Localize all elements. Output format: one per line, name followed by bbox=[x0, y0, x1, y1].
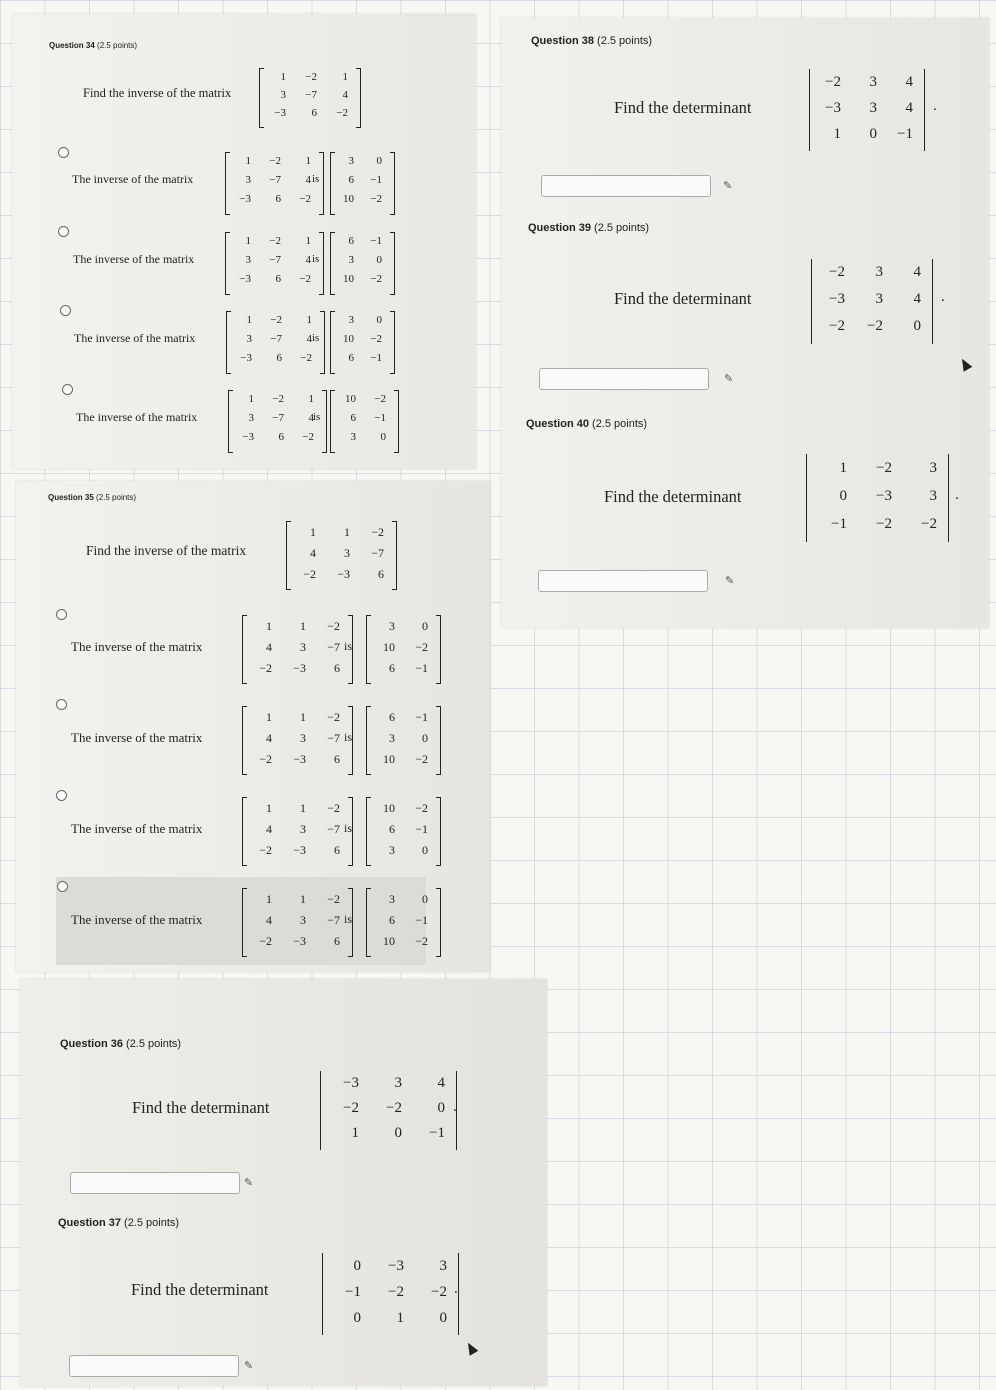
matrix-cell: −2 bbox=[336, 106, 348, 119]
matrix-cell: 10 bbox=[343, 273, 354, 285]
matrix-cell: 3 bbox=[389, 891, 395, 906]
matrix-cell: −2 bbox=[370, 333, 382, 345]
is-label: is bbox=[312, 173, 320, 185]
matrix-cell: −2 bbox=[300, 352, 312, 364]
matrix-cell: −3 bbox=[293, 933, 306, 948]
matrix-cell: 3 bbox=[348, 254, 354, 266]
matrix-cell: 3 bbox=[394, 1075, 402, 1091]
matrix-cell: −3 bbox=[293, 842, 306, 857]
matrix-cell: 4 bbox=[266, 821, 272, 836]
matrix-cell: −1 bbox=[415, 709, 428, 724]
radio-button[interactable] bbox=[62, 384, 73, 395]
option-source-matrix bbox=[242, 706, 352, 773]
matrix-cell: 1 bbox=[308, 393, 314, 405]
matrix-cell: 0 bbox=[913, 318, 921, 334]
matrix-cell: 10 bbox=[343, 333, 354, 345]
matrix-cell: −1 bbox=[415, 912, 428, 927]
matrix-cell: 3 bbox=[344, 545, 350, 560]
matrix-cell: 6 bbox=[350, 412, 356, 424]
mouse-cursor-icon bbox=[464, 1340, 479, 1355]
matrix-cell: 3 bbox=[300, 821, 306, 836]
option-text: The inverse of the matrix bbox=[76, 410, 198, 424]
matrix-cell: 1 bbox=[300, 709, 306, 724]
option-source-matrix bbox=[225, 232, 323, 293]
matrix-cell: −2 bbox=[829, 318, 845, 334]
matrix-cell: −2 bbox=[343, 1100, 359, 1116]
matrix-cell: 6 bbox=[275, 273, 281, 285]
matrix-cell: −3 bbox=[239, 193, 251, 205]
matrix-cell: −2 bbox=[867, 318, 883, 334]
matrix-cell: 3 bbox=[246, 333, 252, 345]
matrix-cell: −2 bbox=[876, 459, 892, 476]
matrix-cell: 3 bbox=[300, 912, 306, 927]
right-bracket bbox=[390, 311, 395, 374]
matrix-cell: 4 bbox=[905, 73, 913, 90]
matrix-cell: 0 bbox=[380, 431, 386, 443]
matrix-cell: −2 bbox=[305, 70, 317, 83]
question-prompt: Find the inverse of the matrix bbox=[83, 86, 232, 100]
matrix-cell: −2 bbox=[303, 566, 316, 581]
period: . bbox=[955, 487, 959, 503]
answer-input[interactable] bbox=[541, 175, 711, 197]
matrix-cell: −7 bbox=[269, 174, 281, 186]
matrix-cell: 3 bbox=[869, 99, 877, 116]
matrix-cell: 4 bbox=[437, 1075, 445, 1091]
matrix-cell: 1 bbox=[300, 891, 306, 906]
radio-button[interactable] bbox=[56, 609, 67, 620]
option-result-matrix bbox=[330, 311, 394, 372]
matrix-cell: −1 bbox=[370, 235, 382, 247]
question-38-40-panel bbox=[501, 18, 989, 628]
option-result-matrix bbox=[330, 152, 394, 213]
matrix-cell: −3 bbox=[343, 1075, 359, 1091]
matrix-cell: 3 bbox=[389, 618, 395, 633]
answer-input[interactable] bbox=[69, 1355, 239, 1377]
matrix-cell: 1 bbox=[305, 155, 311, 167]
matrix-cell: −2 bbox=[327, 618, 340, 633]
right-bar bbox=[932, 259, 933, 344]
matrix-cell: 4 bbox=[306, 333, 312, 345]
question-matrix bbox=[322, 1253, 459, 1335]
matrix-cell: −2 bbox=[327, 891, 340, 906]
matrix-cell: 1 bbox=[245, 235, 251, 247]
matrix-cell: 3 bbox=[389, 842, 395, 857]
matrix-cell: 6 bbox=[389, 660, 395, 675]
matrix-cell: −2 bbox=[259, 842, 272, 857]
radio-button[interactable] bbox=[58, 226, 69, 237]
matrix-cell: −7 bbox=[327, 821, 340, 836]
is-label: is bbox=[313, 411, 321, 423]
period: . bbox=[453, 1099, 457, 1115]
matrix-cell: 1 bbox=[266, 891, 272, 906]
matrix-cell: −1 bbox=[345, 1283, 361, 1300]
matrix-cell: 3 bbox=[389, 730, 395, 745]
matrix-cell: 10 bbox=[383, 933, 395, 948]
matrix-cell: 3 bbox=[869, 73, 877, 90]
matrix-cell: 0 bbox=[439, 1309, 447, 1326]
question-36-37-panel bbox=[20, 979, 547, 1386]
option-text: The inverse of the matrix bbox=[74, 331, 196, 345]
matrix-cell: 6 bbox=[389, 912, 395, 927]
matrix-cell: −7 bbox=[371, 545, 384, 560]
matrix-cell: 6 bbox=[334, 751, 340, 766]
matrix-cell: 1 bbox=[396, 1309, 404, 1326]
matrix-cell: 1 bbox=[342, 70, 348, 83]
right-bracket bbox=[394, 390, 399, 453]
answer-input[interactable] bbox=[70, 1172, 240, 1194]
matrix-cell: 6 bbox=[334, 842, 340, 857]
matrix-cell: 3 bbox=[348, 155, 354, 167]
matrix-cell: −2 bbox=[829, 264, 845, 280]
matrix-cell: −7 bbox=[327, 912, 340, 927]
question-title: Question 35 (2.5 points) bbox=[48, 493, 137, 502]
option-source-matrix bbox=[242, 797, 352, 864]
matrix-cell: 1 bbox=[266, 618, 272, 633]
matrix-cell: 6 bbox=[334, 933, 340, 948]
is-label: is bbox=[344, 639, 353, 653]
matrix-cell: 4 bbox=[266, 912, 272, 927]
right-bracket bbox=[356, 68, 361, 128]
matrix-cell: 6 bbox=[276, 352, 282, 364]
right-bar bbox=[458, 1253, 459, 1335]
matrix-cell: 3 bbox=[350, 431, 356, 443]
matrix-cell: 0 bbox=[376, 254, 382, 266]
matrix-cell: 6 bbox=[348, 174, 354, 186]
matrix-cell: 3 bbox=[280, 88, 286, 101]
matrix-cell: −3 bbox=[876, 487, 892, 504]
question-39-title: Question 39 (2.5 points) bbox=[528, 222, 650, 234]
matrix-cell: 10 bbox=[383, 751, 395, 766]
matrix-cell: 10 bbox=[383, 639, 395, 654]
matrix-cell: 3 bbox=[245, 174, 251, 186]
matrix-cell: 3 bbox=[929, 487, 937, 504]
right-bracket bbox=[319, 232, 324, 295]
matrix-cell: −2 bbox=[259, 751, 272, 766]
option-source-matrix bbox=[225, 152, 323, 213]
is-label: is bbox=[344, 912, 353, 926]
radio-button[interactable] bbox=[57, 881, 68, 892]
matrix-cell: 6 bbox=[348, 352, 354, 364]
matrix-cell: 3 bbox=[245, 254, 251, 266]
spellcheck-icon[interactable]: ✎ bbox=[244, 1359, 254, 1372]
matrix-cell: −3 bbox=[829, 291, 845, 307]
question-matrix bbox=[286, 521, 396, 588]
matrix-cell: −2 bbox=[876, 515, 892, 532]
matrix-cell: −3 bbox=[239, 273, 251, 285]
matrix-cell: 1 bbox=[833, 125, 841, 142]
question-matrix bbox=[809, 69, 925, 151]
is-label: is bbox=[312, 332, 320, 344]
matrix-cell: −2 bbox=[259, 933, 272, 948]
matrix-cell: 0 bbox=[376, 314, 382, 326]
matrix-cell: 1 bbox=[248, 393, 254, 405]
matrix-cell: 3 bbox=[300, 639, 306, 654]
matrix-cell: 6 bbox=[278, 431, 284, 443]
matrix-cell: −3 bbox=[293, 660, 306, 675]
matrix-cell: −2 bbox=[302, 431, 314, 443]
option-source-matrix bbox=[228, 390, 326, 451]
matrix-cell: −3 bbox=[825, 99, 841, 116]
matrix-cell: −2 bbox=[269, 235, 281, 247]
question-prompt: Find the determinant bbox=[132, 1098, 270, 1117]
spellcheck-icon[interactable]: ✎ bbox=[725, 574, 735, 587]
matrix-cell: 6 bbox=[378, 566, 384, 581]
matrix-cell: −7 bbox=[270, 333, 282, 345]
matrix-cell: 1 bbox=[310, 524, 316, 539]
matrix-cell: −1 bbox=[370, 352, 382, 364]
matrix-cell: −2 bbox=[269, 155, 281, 167]
matrix-cell: 3 bbox=[929, 459, 937, 476]
matrix-cell: −2 bbox=[327, 800, 340, 815]
right-bracket bbox=[392, 521, 397, 590]
matrix-cell: 0 bbox=[376, 155, 382, 167]
matrix-cell: 3 bbox=[439, 1257, 447, 1274]
option-result-matrix bbox=[366, 888, 440, 955]
option-source-matrix bbox=[226, 311, 324, 372]
matrix-cell: −7 bbox=[269, 254, 281, 266]
is-label: is bbox=[312, 253, 320, 265]
matrix-cell: −1 bbox=[374, 412, 386, 424]
option-result-matrix bbox=[366, 706, 440, 773]
matrix-cell: −2 bbox=[299, 193, 311, 205]
matrix-cell: 0 bbox=[394, 1125, 402, 1141]
matrix-cell: 3 bbox=[348, 314, 354, 326]
question-prompt: Find the determinant bbox=[604, 487, 742, 506]
matrix-cell: −2 bbox=[921, 515, 937, 532]
matrix-cell: 4 bbox=[342, 88, 348, 101]
matrix-cell: 1 bbox=[245, 155, 251, 167]
matrix-cell: 1 bbox=[266, 709, 272, 724]
is-label: is bbox=[344, 730, 353, 744]
right-bracket bbox=[320, 311, 325, 374]
matrix-cell: −2 bbox=[374, 393, 386, 405]
matrix-cell: 0 bbox=[422, 842, 428, 857]
matrix-cell: 4 bbox=[305, 254, 311, 266]
matrix-cell: −1 bbox=[429, 1125, 445, 1141]
matrix-cell: −2 bbox=[415, 933, 428, 948]
matrix-cell: −2 bbox=[371, 524, 384, 539]
option-result-matrix bbox=[366, 615, 440, 682]
spellcheck-icon[interactable]: ✎ bbox=[724, 372, 734, 385]
matrix-cell: 1 bbox=[280, 70, 286, 83]
matrix-cell: 1 bbox=[351, 1125, 359, 1141]
question-prompt: Find the inverse of the matrix bbox=[86, 543, 247, 558]
right-bracket bbox=[436, 888, 441, 957]
option-result-matrix bbox=[330, 390, 398, 451]
right-bar bbox=[924, 69, 925, 151]
matrix-cell: 0 bbox=[422, 891, 428, 906]
option-source-matrix bbox=[242, 615, 352, 682]
question-title: Question 34 (2.5 points) bbox=[49, 41, 138, 50]
matrix-cell: −3 bbox=[274, 106, 286, 119]
option-result-matrix bbox=[366, 797, 440, 864]
matrix-cell: 10 bbox=[383, 800, 395, 815]
matrix-cell: 6 bbox=[348, 235, 354, 247]
matrix-cell: −1 bbox=[831, 515, 847, 532]
matrix-cell: −2 bbox=[388, 1283, 404, 1300]
question-matrix bbox=[806, 454, 949, 542]
matrix-cell: 1 bbox=[306, 314, 312, 326]
matrix-cell: 0 bbox=[422, 730, 428, 745]
matrix-cell: −7 bbox=[327, 730, 340, 745]
matrix-cell: −2 bbox=[270, 314, 282, 326]
period: . bbox=[941, 289, 945, 305]
matrix-cell: −3 bbox=[240, 352, 252, 364]
matrix-cell: 4 bbox=[308, 412, 314, 424]
right-bracket bbox=[436, 615, 441, 684]
question-36-title: Question 36 (2.5 points) bbox=[60, 1038, 182, 1050]
radio-button[interactable] bbox=[56, 790, 67, 801]
matrix-cell: 1 bbox=[300, 618, 306, 633]
right-bracket bbox=[319, 152, 324, 215]
question-prompt: Find the determinant bbox=[614, 98, 752, 117]
matrix-cell: 0 bbox=[353, 1309, 361, 1326]
option-text: The inverse of the matrix bbox=[73, 252, 195, 266]
matrix-cell: −2 bbox=[431, 1283, 447, 1300]
period: . bbox=[454, 1281, 458, 1297]
matrix-cell: 4 bbox=[266, 639, 272, 654]
matrix-cell: −2 bbox=[386, 1100, 402, 1116]
spellcheck-icon[interactable]: ✎ bbox=[244, 1176, 254, 1189]
matrix-cell: 1 bbox=[246, 314, 252, 326]
matrix-cell: −2 bbox=[370, 193, 382, 205]
spellcheck-icon[interactable]: ✎ bbox=[723, 179, 733, 192]
matrix-cell: −2 bbox=[299, 273, 311, 285]
right-bracket bbox=[436, 797, 441, 866]
matrix-cell: −2 bbox=[259, 660, 272, 675]
question-35-panel bbox=[16, 481, 490, 972]
right-bracket bbox=[390, 152, 395, 215]
matrix-cell: −2 bbox=[370, 273, 382, 285]
matrix-cell: −2 bbox=[825, 73, 841, 90]
mouse-cursor-icon bbox=[958, 356, 973, 371]
right-bracket bbox=[436, 706, 441, 775]
option-text: The inverse of the matrix bbox=[71, 639, 203, 654]
radio-button[interactable] bbox=[60, 305, 71, 316]
matrix-cell: −2 bbox=[415, 800, 428, 815]
question-matrix bbox=[259, 68, 360, 126]
question-34-panel bbox=[12, 14, 476, 469]
option-source-matrix bbox=[242, 888, 352, 955]
answer-input[interactable] bbox=[538, 570, 708, 592]
matrix-cell: 6 bbox=[311, 106, 317, 119]
matrix-cell: 1 bbox=[305, 235, 311, 247]
matrix-cell: −2 bbox=[327, 709, 340, 724]
matrix-cell: −1 bbox=[370, 174, 382, 186]
matrix-cell: 6 bbox=[275, 193, 281, 205]
option-text: The inverse of the matrix bbox=[71, 821, 203, 836]
matrix-cell: 3 bbox=[248, 412, 254, 424]
matrix-cell: 4 bbox=[266, 730, 272, 745]
matrix-cell: −3 bbox=[242, 431, 254, 443]
radio-button[interactable] bbox=[58, 147, 69, 158]
right-bar bbox=[948, 454, 949, 542]
matrix-cell: 3 bbox=[875, 291, 883, 307]
matrix-cell: 10 bbox=[345, 393, 356, 405]
matrix-cell: −1 bbox=[415, 821, 428, 836]
matrix-cell: 4 bbox=[905, 99, 913, 116]
question-40-title: Question 40 (2.5 points) bbox=[526, 418, 648, 430]
matrix-cell: 0 bbox=[839, 487, 847, 504]
right-bracket bbox=[390, 232, 395, 295]
matrix-cell: −7 bbox=[272, 412, 284, 424]
matrix-cell: −1 bbox=[897, 125, 913, 142]
matrix-cell: 1 bbox=[300, 800, 306, 815]
matrix-cell: 3 bbox=[300, 730, 306, 745]
matrix-cell: 0 bbox=[437, 1100, 445, 1116]
question-prompt: Find the determinant bbox=[131, 1280, 269, 1299]
matrix-cell: 6 bbox=[389, 821, 395, 836]
question-matrix bbox=[811, 259, 933, 344]
question-38-title: Question 38 (2.5 points) bbox=[531, 35, 653, 47]
matrix-cell: −3 bbox=[337, 566, 350, 581]
matrix-cell: 1 bbox=[266, 800, 272, 815]
matrix-cell: −7 bbox=[327, 639, 340, 654]
matrix-cell: 1 bbox=[839, 459, 847, 476]
answer-input[interactable] bbox=[539, 368, 709, 390]
matrix-cell: 4 bbox=[305, 174, 311, 186]
question-matrix bbox=[320, 1071, 457, 1150]
matrix-cell: 0 bbox=[353, 1257, 361, 1274]
question-37-title: Question 37 (2.5 points) bbox=[58, 1217, 180, 1229]
matrix-cell: 4 bbox=[310, 545, 316, 560]
option-result-matrix bbox=[330, 232, 394, 293]
matrix-cell: 0 bbox=[422, 618, 428, 633]
option-text: The inverse of the matrix bbox=[71, 912, 203, 927]
matrix-cell: 4 bbox=[913, 264, 921, 280]
option-text: The inverse of the matrix bbox=[72, 172, 194, 186]
question-prompt: Find the determinant bbox=[614, 289, 752, 308]
matrix-cell: −7 bbox=[305, 88, 317, 101]
matrix-cell: 6 bbox=[389, 709, 395, 724]
matrix-cell: −2 bbox=[415, 639, 428, 654]
matrix-cell: 3 bbox=[875, 264, 883, 280]
matrix-cell: 1 bbox=[344, 524, 350, 539]
is-label: is bbox=[344, 821, 353, 835]
matrix-cell: 0 bbox=[869, 125, 877, 142]
matrix-cell: 4 bbox=[913, 291, 921, 307]
period: . bbox=[933, 98, 937, 114]
radio-button[interactable] bbox=[56, 699, 67, 710]
matrix-cell: −3 bbox=[388, 1257, 404, 1274]
matrix-cell: −2 bbox=[272, 393, 284, 405]
matrix-cell: −2 bbox=[415, 751, 428, 766]
option-text: The inverse of the matrix bbox=[71, 730, 203, 745]
matrix-cell: 6 bbox=[334, 660, 340, 675]
matrix-cell: −3 bbox=[293, 751, 306, 766]
matrix-cell: −1 bbox=[415, 660, 428, 675]
matrix-cell: 10 bbox=[343, 193, 354, 205]
